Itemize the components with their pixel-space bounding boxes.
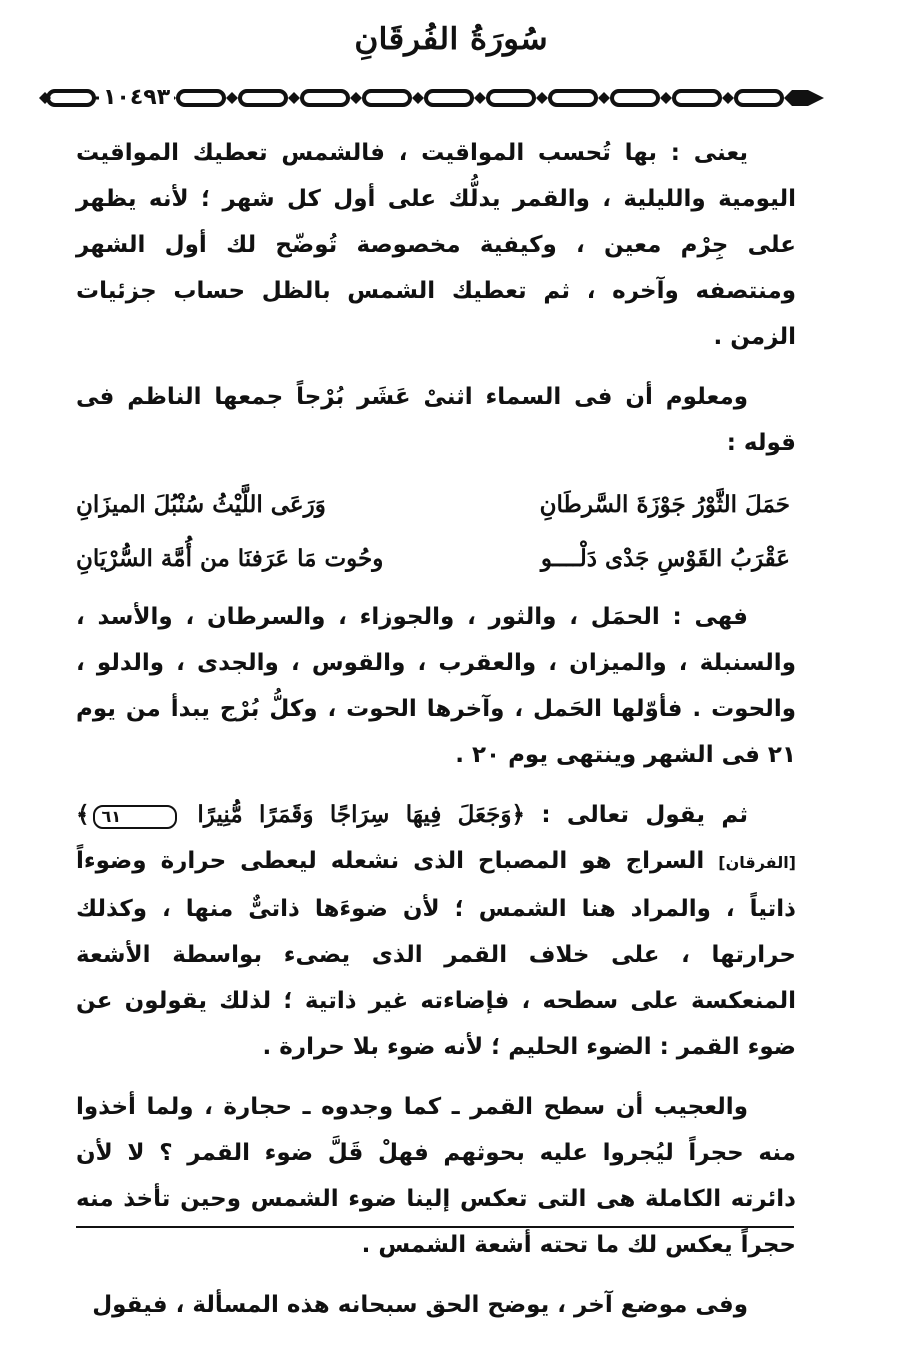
page-body — [76, 130, 796, 1328]
paragraph-4 — [76, 792, 796, 1070]
poem-line-1 — [76, 478, 796, 532]
quran-intro: ثم يقول تعالى : — [541, 802, 748, 828]
poem-line-2-first-half: عَقْرَبُ القَوْسِ جَدْى دَلْــــو — [540, 545, 790, 572]
poem-line-1-second-half: وَرَعَى اللَّيْثُ سُنْبُلَ الميزَانِ — [76, 491, 326, 518]
poem-line-2-second-half: وحُوت مَا عَرَفنَا من أُمَّة السُّرْيَانِ — [76, 545, 384, 572]
quran-verse: ﴿وَجَعَلَ فِيهَا سِرَاجًا وَقَمَرًا مُّنِيرًا — [197, 801, 525, 828]
poem-line-1-first-half: حَمَلَ الثَّوْرُ جَوْزَةَ السَّرطَانِ — [539, 491, 790, 518]
poem-line-2 — [76, 532, 796, 586]
footer-rule — [76, 1226, 794, 1228]
paragraph-2: ومعلوم أن فى السماء اثنىْ عَشَر بُرْجاً جمعها الناظم فى قوله : — [76, 384, 796, 456]
paragraph-3: فهى : الحمَل ، والثور ، والجوزاء ، والسرطان ، والأسد ، والسنبلة ، والميزان ، والعقرب ، والقوس ، والجدى ، والدلو ، والحوت . فأوّلها الحَمل ، وآخرها الحوت ، وكلُّ بُرْج يبدأ من يوم ٢١ فى الشهر وينتهى يوم ٢٠ . — [76, 604, 796, 768]
ayah-number-badge: ٦١ — [93, 805, 177, 829]
surah-title: سُورَةُ الفُرقَانِ — [354, 22, 549, 57]
poem — [76, 478, 796, 586]
quran-close-bracket: ﴾ — [76, 801, 90, 828]
paragraph-5: والعجيب أن سطح القمر ـ كما وجدوه ـ حجارة ، ولما أخذوا منه حجراً ليُجروا عليه بحوثهم فهلْ قَلَّ ضوء القمر ؟ لا لأن دائرته الكاملة هى التى تعكس إلينا ضوء الشمس وحين تأخذ منه حجراً يعكس لك ما تحته أشعة الشمس . — [76, 1094, 796, 1258]
paragraph-1: يعنى : بها تُحسب المواقيت ، فالشمس تعطيك المواقيت اليومية والليلية ، والقمر يدلُّك على أول كل شهر ؛ لأنه يظهر على جِرْم معين ، وكيفية مخصوصة تُوضّح لك أول الشهر ومنتصفه وآخره ، ثم تعطيك الشمس بالظل حساب جزئيات الزمن . — [76, 140, 796, 350]
paragraph-4-body: السراج هو المصباح الذى نشعله ليعطى حرارة وضوءاً ذاتياً ، والمراد هنا الشمس ؛ لأن ضوءَها ذاتىٌّ منها ، وكذلك حرارتها ، على خلاف القمر الذى يضىء بواسطة الأشعة المنعكسة على سطحه ، فإضاءته غير ذاتية ؛ لذلك يقولون عن ضوء القمر : الضوء الحليم ؛ لأنه ضوء بلا حرارة . — [76, 848, 796, 1060]
page-header — [0, 22, 903, 72]
sura-reference: [الفرقان] — [718, 853, 796, 872]
page-number: ١٠٤٩٣ — [99, 84, 174, 112]
paragraph-6: وفى موضع آخر ، يوضح الحق سبحانه هذه المسألة ، فيقول — [92, 1292, 748, 1318]
